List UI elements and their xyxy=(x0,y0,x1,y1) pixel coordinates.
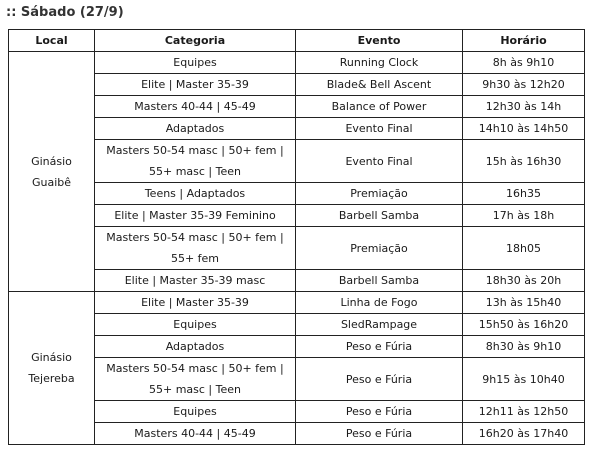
horario-cell: 16h20 às 17h40 xyxy=(463,423,585,445)
categoria-cell xyxy=(95,292,296,314)
evento-cell: Linha de Fogo xyxy=(296,292,463,314)
table-row xyxy=(9,401,585,423)
categoria-line: Equipes xyxy=(173,405,217,418)
horario-cell: 12h30 às 14h xyxy=(463,96,585,118)
horario-cell: 15h às 16h30 xyxy=(463,140,585,183)
categoria-line: Elite | Master 35-39 Feminino xyxy=(114,209,276,222)
horario-cell: 9h30 às 12h20 xyxy=(463,74,585,96)
local-cell xyxy=(9,292,95,445)
evento-cell: Peso e Fúria xyxy=(296,401,463,423)
header-categoria: Categoria xyxy=(95,30,296,52)
categoria-line: Equipes xyxy=(173,56,217,69)
categoria-line: Masters 40-44 | 45-49 xyxy=(134,427,256,440)
evento-cell: Running Clock xyxy=(296,52,463,74)
categoria-line: Masters 50-54 masc | 50+ fem | xyxy=(106,231,284,244)
table-row xyxy=(9,205,585,227)
evento-cell: Barbell Samba xyxy=(296,205,463,227)
header-local: Local xyxy=(9,30,95,52)
table-row xyxy=(9,96,585,118)
categoria-cell xyxy=(95,401,296,423)
evento-cell: Evento Final xyxy=(296,140,463,183)
horario-cell: 9h15 às 10h40 xyxy=(463,358,585,401)
horario-cell: 15h50 às 16h20 xyxy=(463,314,585,336)
table-row xyxy=(9,423,585,445)
horario-cell: 16h35 xyxy=(463,183,585,205)
evento-cell: Premiação xyxy=(296,183,463,205)
table-row xyxy=(9,314,585,336)
categoria-cell xyxy=(95,118,296,140)
evento-cell: Premiação xyxy=(296,227,463,270)
categoria-line: 55+ fem xyxy=(170,252,220,265)
horario-cell: 14h10 às 14h50 xyxy=(463,118,585,140)
categoria-line: Elite | Master 35-39 xyxy=(141,78,249,91)
table-row xyxy=(9,358,585,401)
table-row xyxy=(9,74,585,96)
evento-cell: Peso e Fúria xyxy=(296,336,463,358)
local-name-line: Guaibê xyxy=(31,175,72,189)
categoria-line: Adaptados xyxy=(165,340,225,353)
horario-cell: 8h30 às 9h10 xyxy=(463,336,585,358)
categoria-line: Masters 50-54 masc | 50+ fem | xyxy=(106,362,284,375)
horario-cell: 13h às 15h40 xyxy=(463,292,585,314)
page-title: :: Sábado (27/9) xyxy=(6,5,124,20)
horario-cell: 12h11 às 12h50 xyxy=(463,401,585,423)
table-row xyxy=(9,292,585,314)
evento-cell: Barbell Samba xyxy=(296,270,463,292)
categoria-cell xyxy=(95,74,296,96)
local-name-line: Ginásio xyxy=(31,154,72,168)
categoria-line: Masters 40-44 | 45-49 xyxy=(134,100,256,113)
table-row xyxy=(9,336,585,358)
schedule-body xyxy=(9,52,585,445)
table-row xyxy=(9,183,585,205)
evento-cell: Evento Final xyxy=(296,118,463,140)
categoria-cell xyxy=(95,52,296,74)
categoria-cell xyxy=(95,270,296,292)
categoria-cell xyxy=(95,205,296,227)
categoria-line: Equipes xyxy=(173,318,217,331)
evento-cell: Blade& Bell Ascent xyxy=(296,74,463,96)
horario-cell: 18h30 às 20h xyxy=(463,270,585,292)
categoria-cell xyxy=(95,96,296,118)
categoria-line: Teens | Adaptados xyxy=(144,187,246,200)
evento-cell: SledRampage xyxy=(296,314,463,336)
table-row xyxy=(9,227,585,270)
horario-cell: 18h05 xyxy=(463,227,585,270)
categoria-line: Elite | Master 35-39 xyxy=(141,296,249,309)
header-evento: Evento xyxy=(296,30,463,52)
evento-cell: Peso e Fúria xyxy=(296,423,463,445)
header-horario: Horário xyxy=(463,30,585,52)
categoria-cell xyxy=(95,336,296,358)
categoria-cell xyxy=(95,183,296,205)
categoria-line: 55+ masc | Teen xyxy=(148,383,241,396)
table-header-row xyxy=(9,30,585,52)
table-row xyxy=(9,118,585,140)
horario-cell: 17h às 18h xyxy=(463,205,585,227)
categoria-line: 55+ masc | Teen xyxy=(148,165,241,178)
evento-cell: Peso e Fúria xyxy=(296,358,463,401)
categoria-cell xyxy=(95,314,296,336)
categoria-line: Masters 50-54 masc | 50+ fem | xyxy=(106,144,284,157)
categoria-cell xyxy=(95,227,296,270)
evento-cell: Balance of Power xyxy=(296,96,463,118)
categoria-cell xyxy=(95,423,296,445)
table-row xyxy=(9,270,585,292)
categoria-cell xyxy=(95,358,296,401)
local-cell xyxy=(9,52,95,292)
categoria-line: Elite | Master 35-39 masc xyxy=(124,274,266,287)
table-row xyxy=(9,140,585,183)
categoria-cell xyxy=(95,140,296,183)
categoria-line: Adaptados xyxy=(165,122,225,135)
table-row xyxy=(9,52,585,74)
local-name-line: Tejereba xyxy=(28,372,75,385)
schedule-table xyxy=(8,29,585,445)
horario-cell: 8h às 9h10 xyxy=(463,52,585,74)
local-name-line: Ginásio xyxy=(31,351,72,364)
